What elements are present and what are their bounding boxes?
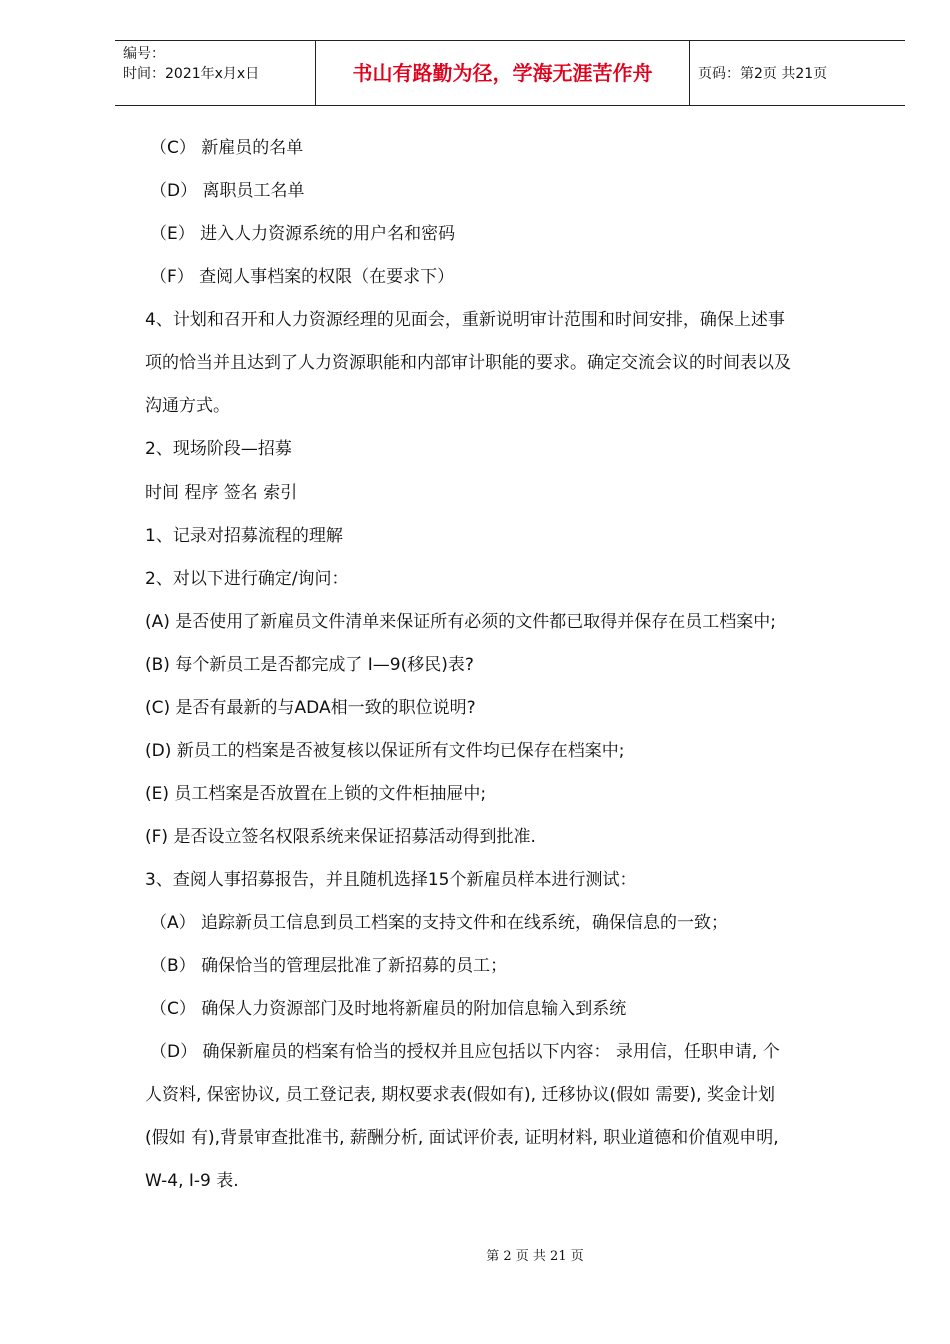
text-line: （D） 离职员工名单 [150,181,305,201]
text-line: (A) 是否使用了新雇员文件清单来保证所有必须的文件都已取得并保存在员工档案中; [145,612,777,632]
text-line: 4、计划和召开和人力资源经理的见面会，重新说明审计范围和时间安排，确保上述事 [145,310,785,330]
document-number-label: 编号： [123,46,165,62]
text-line: 3、查阅人事招募报告，并且随机选择15个新雇员样本进行测试： [145,870,637,890]
page-footer: 第 2 页 共 21 页 [486,1249,584,1264]
header-motto: 书山有路勤为径，学海无涯苦作舟 [315,41,690,105]
text-line: (C) 是否有最新的与ADA相一致的职位说明? [145,698,476,718]
text-line: （F） 查阅人事档案的权限（在要求下） [150,267,455,287]
text-line: (D) 新员工的档案是否被复核以保证所有文件均已保存在档案中; [145,741,625,761]
text-line: （E） 进入人力资源系统的用户名和密码 [150,224,456,244]
page-header [115,40,905,106]
text-line: (F) 是否设立签名权限系统来保证招募活动得到批准. [145,827,536,847]
text-line: W-4, I-9 表. [145,1171,239,1191]
text-line: 1、记录对招募流程的理解 [145,526,343,546]
text-line: （C） 确保人力资源部门及时地将新雇员的附加信息输入到系统 [150,999,627,1019]
document-date-label: 时间：2021年x月x日 [123,66,260,82]
text-line: 2、对以下进行确定/询问： [145,569,349,589]
text-line: （D） 确保新雇员的档案有恰当的授权并且应包括以下内容： 录用信，任职申请, 个 [150,1042,780,1062]
section-heading: 2、现场阶段—招募 [145,439,292,459]
text-line: (B) 每个新员工是否都完成了 I—9(移民)表? [145,655,474,675]
text-line: （A） 追踪新员工信息到员工档案的支持文件和在线系统，确保信息的一致； [150,913,729,933]
text-line: 沟通方式。 [145,396,230,416]
header-page-indicator: 页码：第2页 共21页 [698,66,828,82]
text-line: （C） 新雇员的名单 [150,138,304,158]
header-meta [115,41,315,105]
text-line: 项的恰当并且达到了人力资源职能和内部审计职能的要求。确定交流会议的时间表以及 [145,353,791,373]
text-line: (E) 员工档案是否放置在上锁的文件柜抽屉中; [145,784,487,804]
text-line: 人资料, 保密协议, 员工登记表, 期权要求表(假如有), 迁移协议(假如 需要), 奖金计划 [145,1085,775,1105]
text-line: (假如 有),背景审查批准书, 薪酬分析, 面试评价表, 证明材料, 职业道德和价值观申明, [145,1128,779,1148]
table-header-line: 时间 程序 签名 索引 [145,483,298,503]
text-line: （B） 确保恰当的管理层批准了新招募的员工； [150,956,508,976]
